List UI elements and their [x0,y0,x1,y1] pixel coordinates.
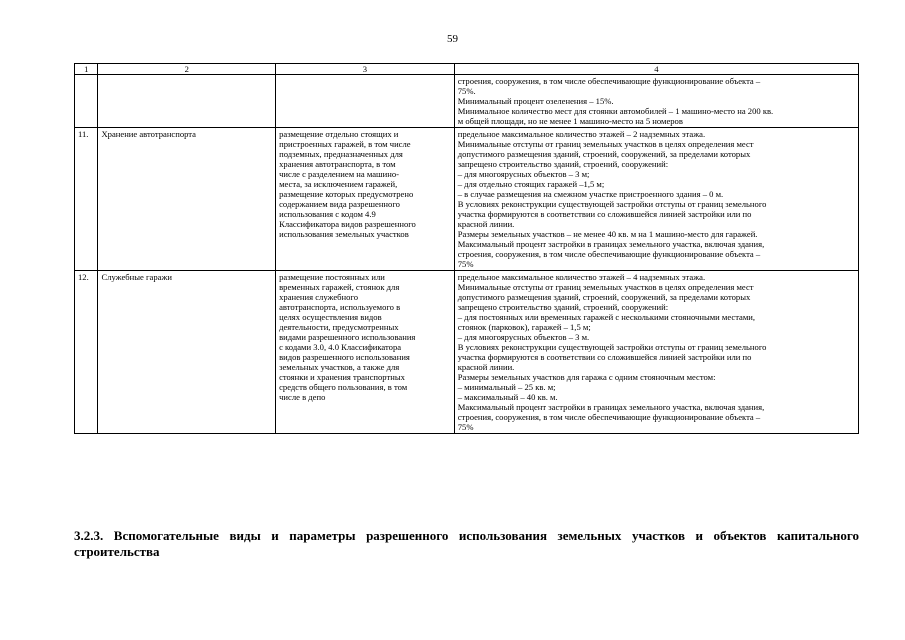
row-number: 11. [75,128,98,271]
use-name: Хранение автотранспорта [98,128,276,271]
table-row [75,271,859,434]
text-line: числе в депо [279,392,326,402]
text-line: участка формируются в соответствии со сложившейся линией застройки или по [457,352,752,362]
section-heading: 3.2.3. Вспомогательные виды и параметры разрешенного использования земельных участков и объектов капитального строительства [74,528,859,559]
text-line: – максимальный – 40 кв. м. [457,392,558,402]
text-line: – минимальный – 25 кв. м; [457,382,556,392]
text-line: – для постоянных или временных гаражей с несколькими стояночными местами, [457,312,756,322]
text-line: деятельности, предусмотренных [279,322,399,332]
text-line: Максимальный процент застройки в границах земельного участка, включая здания, [457,239,765,249]
text-line: В условиях реконструкции существующей застройки отступы от границ земельного [457,199,767,209]
text-line: пристроенных гаражей, в том числе [279,139,411,149]
text-line: Минимальный процент озеленения – 15%. [457,96,614,106]
text-line: использования с кодом 4.9 [279,209,376,219]
text-line: стоянок (парковок), гаражей – 1,5 м; [457,322,591,332]
text-line: размещение постоянных или [279,272,385,282]
text-line: хранения служебного [279,292,359,302]
text-line: – для отдельно стоящих гаражей –1,5 м; [457,179,605,189]
table-row [75,75,859,128]
text-line: Классификатора видов разрешенного [279,219,416,229]
header-cell-4: 4 [454,64,858,75]
text-line: содержанием вида разрешенного [279,199,400,209]
text-line: В условиях реконструкции существующей застройки отступы от границ земельного [457,342,767,352]
use-description [276,128,455,271]
text-line: м общей площади, но не менее 1 машино-место на 5 номеров [457,116,683,126]
use-description [276,271,455,434]
text-line: с кодами 3.0, 4.0 Классификатора [279,342,402,352]
row-number [75,75,98,128]
page-number: 59 [447,33,458,45]
text-line: допустимого размещения зданий, строений, сооружений, за пределами которых [457,149,751,159]
text-line: автотранспорта, используемого в [279,302,401,312]
text-line: 75% [457,259,474,269]
text-line: – в случае размещения на смежном участке пристроенного здания – 0 м. [457,189,724,199]
text-line: места, за исключением гаражей, [279,179,398,189]
text-line: использования земельных участков [279,229,409,239]
text-line: Минимальные отступы от границ земельных участков в целях определения мест [457,139,754,149]
text-line: подземных, предназначенных для [279,149,403,159]
text-line: средств общего пользования, в том [279,382,408,392]
use-parameters [454,75,858,128]
row-number: 12. [75,271,98,434]
text-line: числе с разделением на машино- [279,169,400,179]
use-name: Служебные гаражи [98,271,276,434]
use-parameters [454,128,858,271]
text-line: хранения автотранспорта, в том [279,159,396,169]
text-line: видов разрешенного использования [279,352,410,362]
text-line: строения, сооружения, в том числе обеспечивающие функционирование объекта – [457,76,761,86]
text-line: 75%. [457,86,476,96]
text-line: Максимальный процент застройки в границах земельного участка, включая здания, [457,402,765,412]
text-line: размещение которых предусмотрено [279,189,414,199]
text-line: временных гаражей, стоянок для [279,282,400,292]
header-cell-1: 1 [75,64,98,75]
text-line: строения, сооружения, в том числе обеспечивающие функционирование объекта – [457,249,761,259]
text-line: Минимальные отступы от границ земельных участков в целях определения мест [457,282,754,292]
text-line: красной линии. [457,362,515,372]
text-line: предельное максимальное количество этажей – 2 надземных этажа. [457,129,706,139]
text-line: Размеры земельных участков для гаража с одним стояночным местом: [457,372,716,382]
text-line: Размеры земельных участков – не менее 40 кв. м на 1 машино-место для гаражей. [457,229,758,239]
text-line: 75% [457,422,474,432]
header-cell-3: 3 [276,64,455,75]
text-line: целях осуществления видов [279,312,382,322]
text-line: допустимого размещения зданий, строений, сооружений, за пределами которых [457,292,751,302]
text-line: запрещено строительство зданий, строений, сооружений: [457,302,669,312]
text-line: строения, сооружения, в том числе обеспечивающие функционирование объекта – [457,412,761,422]
text-line: стоянки и хранения транспортных [279,372,405,382]
text-line: – для многоярусных объектов – 3 м. [457,332,590,342]
text-line: – для многоярусных объектов – 3 м; [457,169,590,179]
header-cell-2: 2 [98,64,276,75]
text-line: размещение отдельно стоящих и [279,129,399,139]
table-header-row [75,64,859,75]
table-row [75,128,859,271]
text-line: запрещено строительство зданий, строений, сооружений: [457,159,669,169]
text-line: предельное максимальное количество этажей – 4 надземных этажа. [457,272,706,282]
text-line: красной линии. [457,219,515,229]
use-name [98,75,276,128]
use-parameters [454,271,858,434]
text-line: земельных участков, а также для [279,362,400,372]
text-line: участка формируются в соответствии со сложившейся линией застройки или по [457,209,752,219]
use-description [276,75,455,128]
text-line: видами разрешенного использования [279,332,416,342]
text-line: Минимальное количество мест для стоянки автомобилей – 1 машино-место на 200 кв. [457,106,774,116]
land-use-table [74,63,859,434]
